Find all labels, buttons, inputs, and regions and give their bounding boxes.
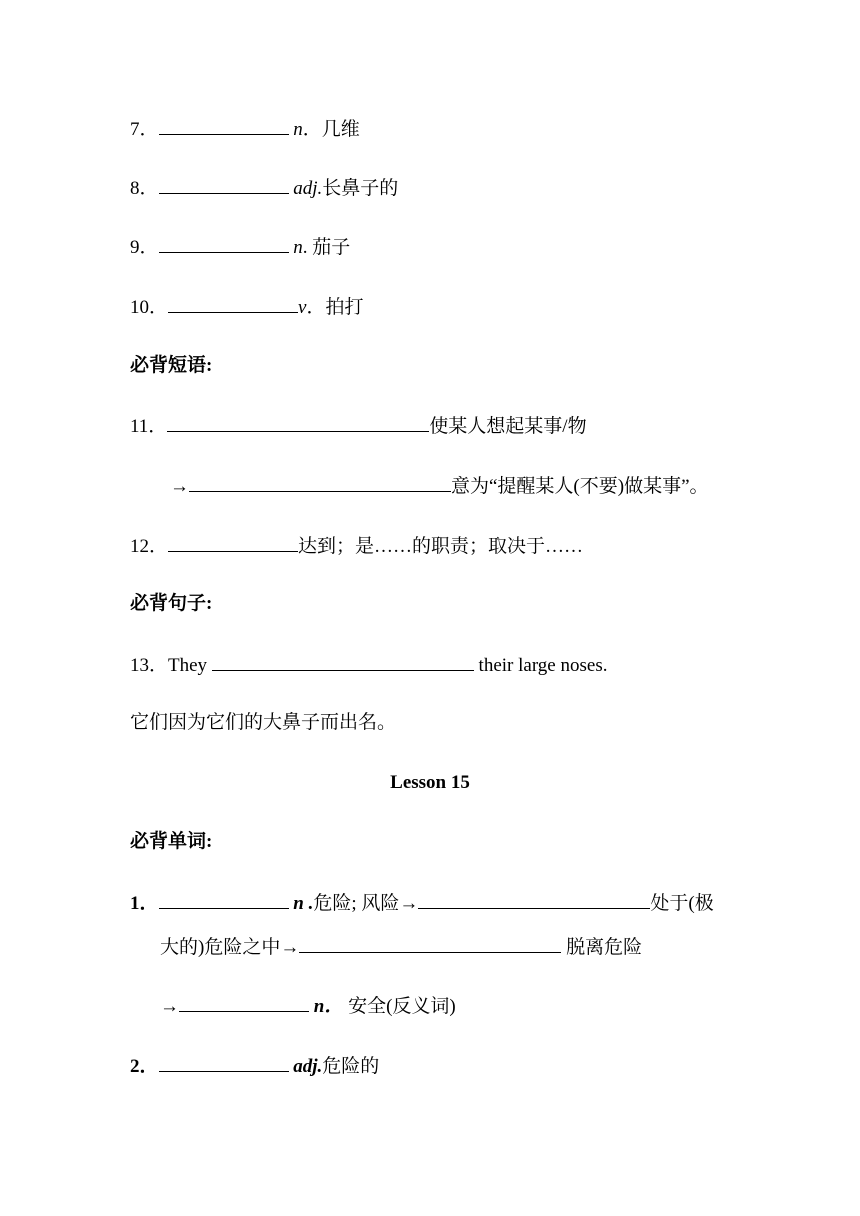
item-number: 10． — [130, 297, 169, 318]
definition: 达到；是……的职责；取决于…… — [298, 536, 584, 557]
part-of-speech: n — [293, 237, 303, 258]
definition: 意为“提醒某人(不要)做某事”。 — [451, 476, 709, 497]
item-number: 8． — [130, 178, 159, 199]
phrases-heading: 必背短语: — [130, 355, 213, 376]
item-number: 2． — [130, 1056, 159, 1077]
lesson-title: Lesson 15 — [390, 772, 470, 793]
word-item-1 — [130, 890, 714, 916]
part-of-speech: v — [298, 297, 307, 318]
definition: 危险的 — [322, 1056, 380, 1077]
answer-blank[interactable] — [212, 652, 474, 671]
answer-blank[interactable] — [168, 294, 298, 313]
answer-blank[interactable] — [189, 473, 451, 492]
words-heading: 必背单词: — [130, 831, 213, 852]
definition: . 茄子 — [302, 237, 351, 258]
answer-blank[interactable] — [159, 116, 289, 135]
part-of-speech: adj. — [293, 178, 323, 199]
definition: 安全(反义词) — [348, 996, 456, 1017]
vocab-item-9 — [130, 234, 350, 260]
part-of-speech: n . — [293, 893, 314, 914]
answer-blank[interactable] — [159, 234, 289, 253]
sentence-item-13 — [130, 652, 607, 678]
item-number: 9． — [130, 237, 159, 258]
answer-blank[interactable] — [168, 533, 298, 552]
definition-continued: 脱离危险 — [566, 937, 643, 958]
word-item-1-antonym — [160, 993, 456, 1019]
phrase-item-11-followup — [170, 473, 709, 499]
answer-blank[interactable] — [159, 1053, 289, 1072]
part-of-speech: n — [293, 119, 303, 140]
item-number: 11． — [130, 416, 168, 437]
definition: 长鼻子的 — [322, 178, 399, 199]
phrase-item-11 — [130, 413, 587, 439]
definition: 大的)危险之中→ — [160, 937, 300, 958]
part-of-speech: n． — [313, 996, 344, 1017]
vocab-item-8 — [130, 175, 398, 201]
word-item-2 — [130, 1053, 379, 1079]
definition-continued: 处于(极 — [650, 893, 714, 914]
sentences-heading: 必背句子: — [130, 593, 213, 614]
vocab-item-7 — [130, 116, 360, 142]
arrow-icon: → — [160, 996, 179, 1017]
item-number: 12． — [130, 536, 169, 557]
answer-blank[interactable] — [418, 890, 650, 909]
definition: ．拍打 — [306, 297, 364, 318]
phrase-item-12 — [130, 533, 583, 559]
definition: 危险; 风险→ — [313, 893, 419, 914]
answer-blank[interactable] — [159, 175, 289, 194]
sentence-translation: 它们因为它们的大鼻子而出名。 — [130, 712, 397, 733]
definition: 使某人想起某事/物 — [429, 416, 587, 437]
arrow-icon: → — [170, 476, 189, 497]
item-number: 13．They — [130, 655, 208, 676]
word-item-1-continued — [160, 934, 642, 960]
answer-blank[interactable] — [299, 934, 561, 953]
item-number: 1． — [130, 893, 159, 914]
item-number: 7． — [130, 119, 159, 140]
part-of-speech: adj. — [293, 1056, 323, 1077]
definition: ．几维 — [302, 119, 360, 140]
answer-blank[interactable] — [159, 890, 289, 909]
answer-blank[interactable] — [167, 413, 429, 432]
vocab-item-10 — [130, 294, 363, 320]
answer-blank[interactable] — [179, 993, 309, 1012]
sentence-tail: their large noses. — [478, 655, 608, 676]
